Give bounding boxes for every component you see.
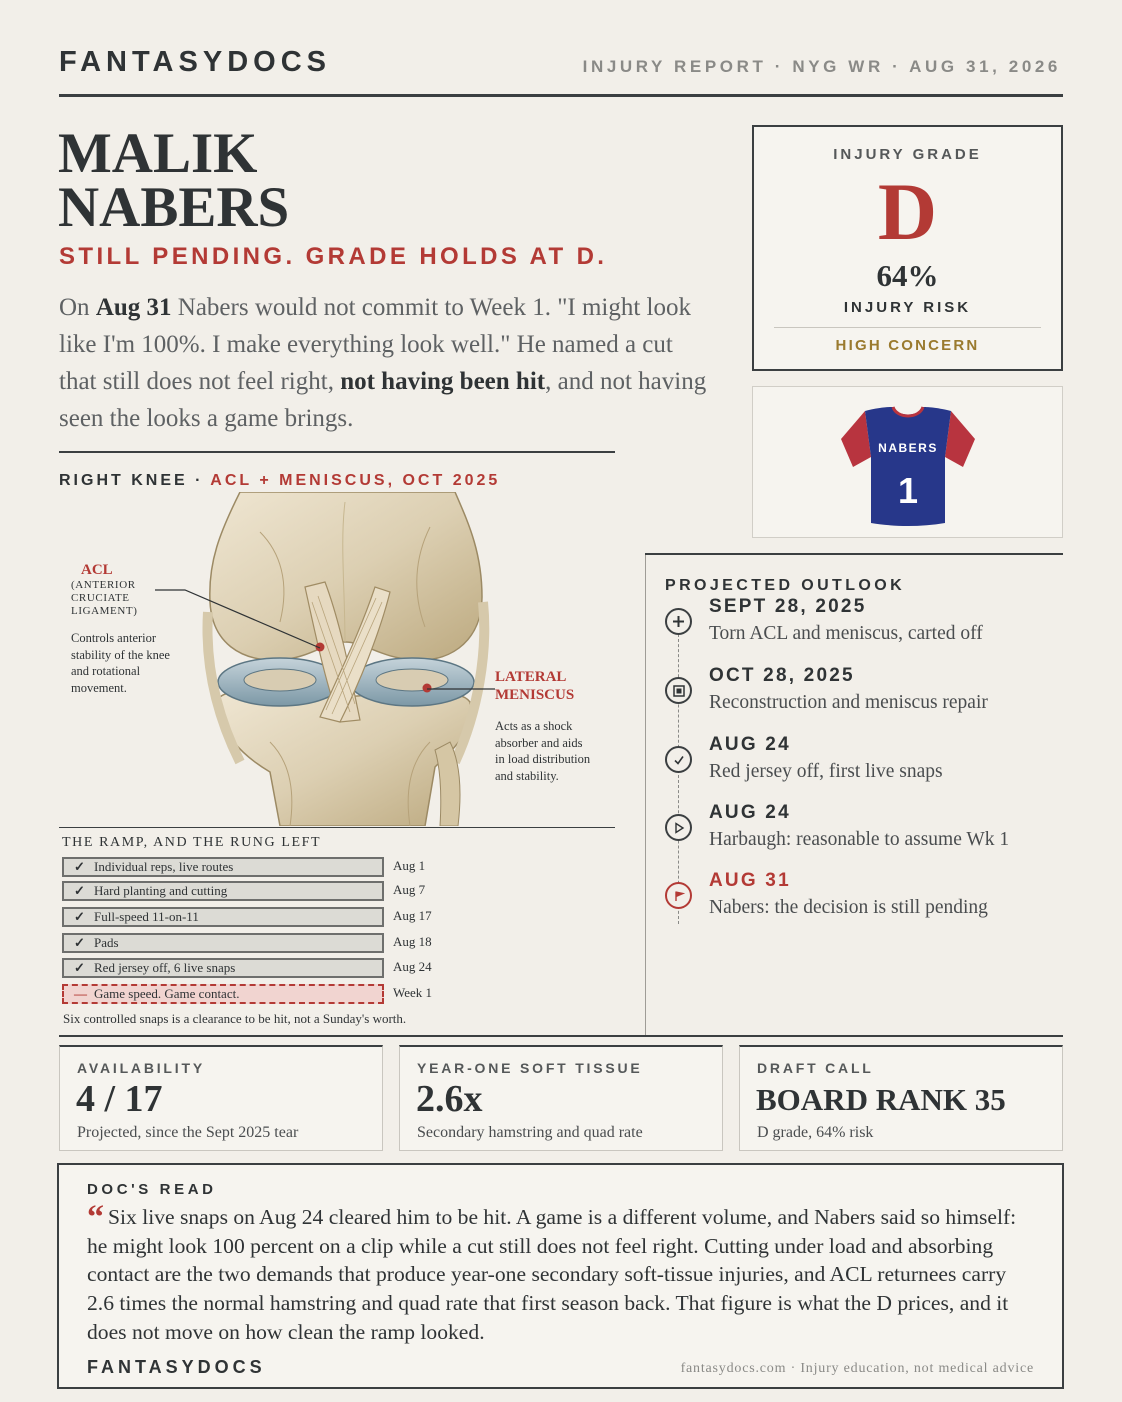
status-subhead: STILL PENDING. GRADE HOLDS AT D.	[59, 243, 608, 270]
injury-risk-percent: 64%	[876, 258, 939, 293]
ramp-step-date: Week 1	[393, 985, 433, 1000]
ramp-step-date: Aug 24	[393, 959, 432, 974]
ramp-bar-pending	[62, 984, 384, 1004]
section-divider	[59, 1035, 1063, 1037]
check-icon: ✓	[74, 935, 85, 950]
lede-bold-phrase: not having been hit	[340, 368, 546, 395]
player-name	[58, 122, 290, 239]
card-label: DRAFT CALL	[757, 1060, 874, 1076]
ramp-step-label: Full-speed 11-on-11	[94, 909, 199, 924]
grade-divider	[774, 327, 1041, 328]
brand-logo: FANTASYDOCS	[59, 46, 331, 78]
outlook-divider	[645, 553, 1063, 555]
header-divider	[59, 94, 1063, 97]
knee-section-label	[59, 472, 500, 490]
outlook-title: PROJECTED OUTLOOK	[665, 577, 906, 594]
acl-line2: CRUCIATE	[71, 592, 130, 604]
docs-read-text: Six live snaps on Aug 24 cleared him to be hit. A game is a different volume, and Nabers said so himself: he might look 100 percent on a clip while a cut still does not feel right. Cutting under load and absorbing contact are the two demands that produce year-one secondary soft-tissue injuries, and ACL returnees carry 2.6 times the normal hamstring and quad rate that first season back. That figure is what the D prices, and it does not move on how clean the ramp looked.	[87, 1205, 1017, 1344]
concern-level: HIGH CONCERN	[835, 337, 980, 354]
meniscus-title1: LATERAL	[495, 669, 567, 685]
ramp-step-label: Individual reps, live routes	[94, 859, 234, 874]
timeline-date: SEPT 28, 2025	[709, 596, 867, 617]
meniscus-desc3: in load distribution	[495, 752, 591, 766]
ramp-step-pending	[62, 984, 442, 1004]
availability-card	[59, 1045, 383, 1151]
docs-read-panel	[57, 1163, 1064, 1389]
ramp-bar	[62, 881, 384, 901]
meniscus-title2: MENISCUS	[495, 687, 575, 703]
acl-desc1: Controls anterior	[71, 631, 157, 645]
meniscus-desc4: and stability.	[495, 768, 559, 783]
card-label: YEAR-ONE SOFT TISSUE	[417, 1060, 643, 1076]
player-last-name: NABERS	[58, 176, 290, 239]
docs-read-title: DOC'S READ	[87, 1181, 217, 1198]
check-icon: ✓	[74, 883, 85, 898]
lede-paragraph	[59, 289, 709, 437]
check-icon: ✓	[74, 859, 85, 874]
check-icon: ✓	[74, 960, 85, 975]
jersey-icon	[837, 405, 979, 529]
ramp-note: Six controlled snaps is a clearance to be hit, not a Sunday's worth.	[63, 1011, 407, 1026]
timeline-date: AUG 31	[709, 870, 791, 891]
jersey-name: NABERS	[878, 441, 938, 455]
acl-desc2: stability of the knee	[71, 647, 170, 662]
ramp-step-date: Aug 18	[393, 934, 432, 949]
ramp-step-label: Pads	[94, 935, 119, 950]
card-label: AVAILABILITY	[77, 1060, 205, 1076]
injury-risk-label: INJURY RISK	[843, 299, 972, 316]
timeline-text: Nabers: the decision is still pending	[709, 897, 988, 918]
lede-text: Nabers would not commit to Week 1. "I might look like I'm 100%. I make everything look well." He named a cut that still does not feel right,	[59, 294, 692, 395]
card-value: 4 / 17	[76, 1078, 163, 1120]
knee-side-label: RIGHT KNEE ·	[59, 472, 211, 489]
lede-text: , and not having seen the looks a game brings.	[59, 368, 707, 432]
ramp-step	[62, 958, 442, 978]
card-value: 2.6x	[416, 1078, 483, 1120]
ramp-step-date: Aug 7	[393, 882, 426, 897]
flag-icon	[665, 882, 692, 909]
lede-text: On	[59, 294, 96, 321]
timeline-text: Reconstruction and meniscus repair	[709, 692, 988, 713]
outlook-side-rule	[645, 555, 646, 1035]
jersey-number: 1	[897, 470, 919, 511]
check-icon: ✓	[74, 909, 85, 924]
card-sub: Projected, since the Sept 2025 tear	[77, 1124, 299, 1141]
footer-disclaimer: fantasydocs.com · Injury education, not medical advice	[680, 1361, 1034, 1376]
acl-title: ACL	[81, 562, 113, 578]
ramp-step	[62, 933, 442, 953]
timeline-date: OCT 28, 2025	[709, 665, 855, 686]
ramp-step	[62, 881, 442, 901]
plus-icon	[665, 608, 692, 635]
timeline-text: Red jersey off, first live snaps	[709, 761, 943, 782]
knee-injury-label: ACL + MENISCUS, OCT 2025	[210, 472, 501, 489]
player-first-name: MALIK	[58, 122, 258, 185]
ramp-bar	[62, 907, 384, 927]
acl-annotation	[71, 561, 201, 696]
ramp-step-label: Hard planting and cutting	[94, 883, 228, 898]
lede-bold-date: Aug 31	[95, 294, 172, 321]
timeline-text: Torn ACL and meniscus, carted off	[709, 623, 983, 644]
acl-line3: LIGAMENT)	[71, 605, 138, 617]
ramp-bar	[62, 857, 384, 877]
timeline-date: AUG 24	[709, 802, 791, 823]
report-meta: INJURY REPORT · NYG WR · AUG 31, 2026	[582, 57, 1061, 76]
docs-read-body	[87, 1199, 1037, 1347]
ramp-divider	[59, 827, 615, 828]
ramp-step-label: Game speed. Game contact.	[94, 986, 240, 1001]
ramp-bar	[62, 958, 384, 978]
grade-letter: D	[877, 166, 938, 257]
timeline-text: Harbaugh: reasonable to assume Wk 1	[709, 829, 1010, 850]
ramp-bar	[62, 933, 384, 953]
annotation-leaders	[150, 585, 520, 705]
check-icon	[665, 746, 692, 773]
footer-brand: FANTASYDOCS	[87, 1357, 266, 1377]
play-icon	[665, 814, 692, 841]
meniscus-desc1: Acts as a shock	[495, 719, 573, 733]
card-sub: D grade, 64% risk	[757, 1124, 874, 1141]
acl-desc4: movement.	[71, 680, 127, 695]
injury-grade-card	[752, 125, 1063, 371]
lede-divider	[59, 451, 615, 453]
draft-call-card	[739, 1045, 1063, 1151]
acl-line1: (ANTERIOR	[71, 579, 136, 591]
square-icon	[665, 677, 692, 704]
ramp-step-label: Red jersey off, 6 live snaps	[94, 960, 236, 975]
timeline-date: AUG 24	[709, 734, 791, 755]
grade-label: INJURY GRADE	[833, 146, 982, 163]
acl-desc3: and rotational	[71, 664, 141, 678]
ramp-step	[62, 857, 442, 877]
jersey-card	[752, 386, 1063, 538]
soft-tissue-card	[399, 1045, 723, 1151]
quote-mark-icon: “	[87, 1199, 104, 1236]
meniscus-annotation	[495, 668, 625, 784]
card-value: BOARD RANK 35	[756, 1082, 1006, 1117]
ramp-step	[62, 907, 442, 927]
dash-icon: —	[74, 986, 87, 1001]
ramp-step-date: Aug 17	[393, 908, 432, 923]
ramp-title: THE RAMP, AND THE RUNG LEFT	[62, 835, 322, 850]
ramp-step-date: Aug 1	[393, 858, 426, 873]
card-sub: Secondary hamstring and quad rate	[417, 1124, 643, 1141]
meniscus-desc2: absorber and aids	[495, 735, 583, 750]
